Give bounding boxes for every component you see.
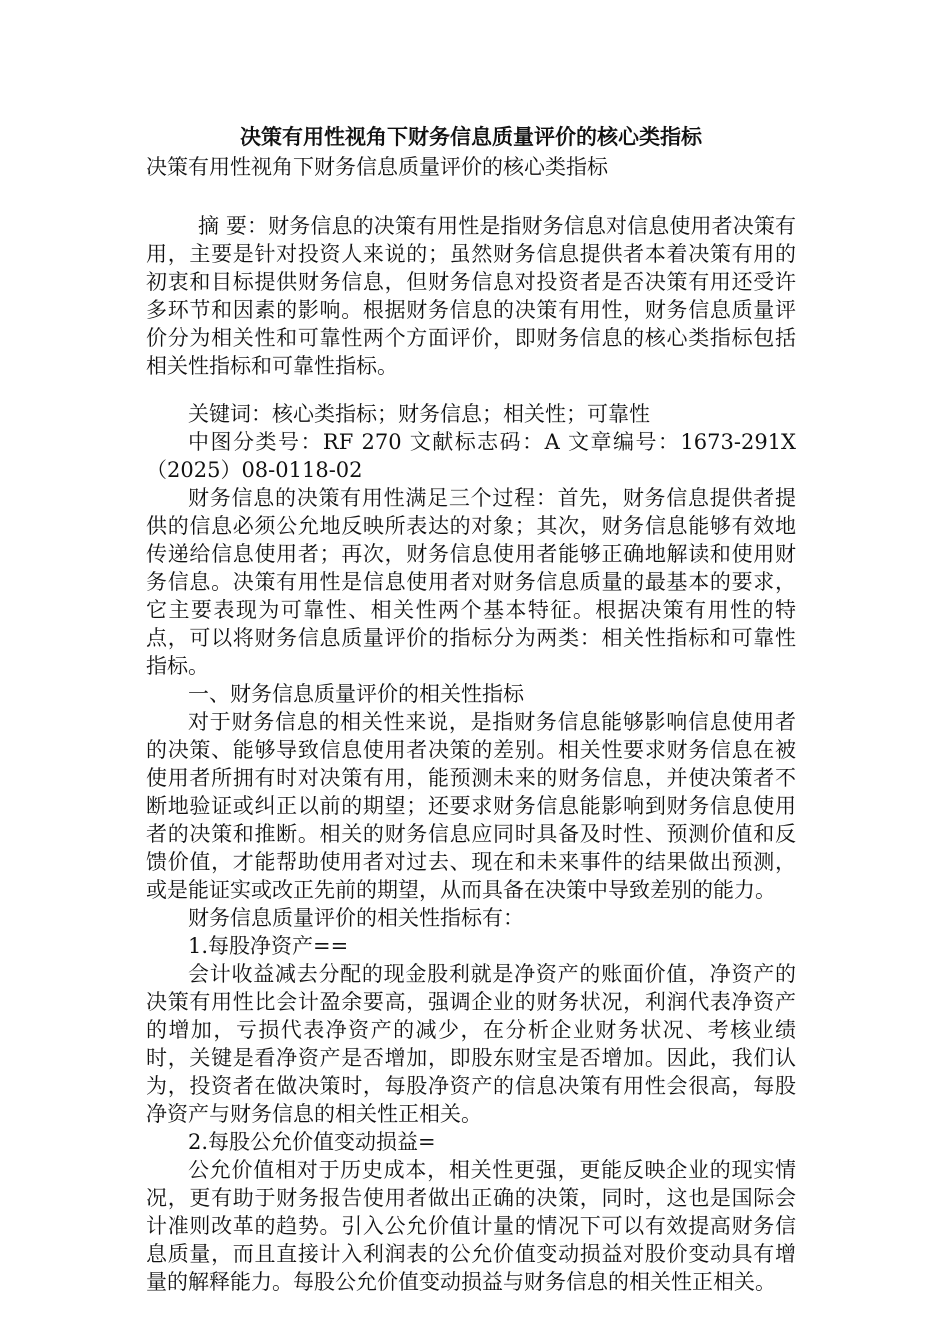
body-paragraph: 公允价值相对于历史成本，相关性更强，更能反映企业的现实情况，更有助于财务报告使用者做出正确的决策，同时，这也是国际会计准则改革的趋势。引入公允价值计量的情况下可以有效提高财务信息质量，而且直接计入利润表的公允价值变动损益对股价变动具有增量的解释能力。每股公允价值变动损益与财务信息的相关性正相关。 — [146, 1158, 796, 1294]
document-page — [146, 122, 796, 1296]
keywords-line: 关键词：核心类指标；财务信息；相关性；可靠性 — [188, 402, 650, 426]
body-paragraph: 对于财务信息的相关性来说，是指财务信息能够影响信息使用者的决策、能够导致信息使用者决策的差别。相关性要求财务信息在被使用者所拥有时对决策有用，能预测未来的财务信息，并使决策者不断地验证或纠正以前的期望；还要求财务信息能影响到财务信息使用者的决策和推断。相关的财务信息应同时具备及时性、预测价值和反馈价值，才能帮助使用者对过去、现在和未来事件的结果做出预测，或是能证实或改正先前的期望，从而具备在决策中导致差别的能力。 — [146, 710, 796, 902]
section-heading: 一、财务信息质量评价的相关性指标 — [188, 682, 524, 706]
indicator-heading: 2.每股公允价值变动损益= — [188, 1130, 436, 1154]
document-subtitle: 决策有用性视角下财务信息质量评价的核心类指标 — [146, 155, 608, 179]
indicator-heading: 1.每股净资产== — [188, 934, 349, 958]
body-paragraph: 财务信息的决策有用性满足三个过程：首先，财务信息提供者提供的信息必须公允地反映所表达的对象；其次，财务信息能够有效地传递给信息使用者；再次，财务信息使用者能够正确地解读和使用财务信息。决策有用性是信息使用者对财务信息质量的最基本的要求，它主要表现为可靠性、相关性两个基本特征。根据决策有用性的特点，可以将财务信息质量评价的指标分为两类：相关性指标和可靠性指标。 — [146, 486, 796, 678]
abstract-paragraph: 摘 要：财务信息的决策有用性是指财务信息对信息使用者决策有用，主要是针对投资人来说的；虽然财务信息提供者本着决策有用的初衷和目标提供财务信息，但财务信息对投资者是否决策有用还受许多环节和因素的影响。根据财务信息的决策有用性，财务信息质量评价分为相关性和可靠性两个方面评价，即财务信息的核心类指标包括相关性指标和可靠性指标。 — [146, 214, 796, 378]
body-paragraph: 会计收益减去分配的现金股利就是净资产的账面价值，净资产的决策有用性比会计盈余要高，强调企业的财务状况，利润代表净资产的增加，亏损代表净资产的减少，在分析企业财务状况、考核业绩时，关键是看净资产是否增加，即股东财宝是否增加。因此，我们认为，投资者在做决策时，每股净资产的信息决策有用性会很高，每股净资产与财务信息的相关性正相关。 — [146, 962, 796, 1126]
classification-line: 中图分类号：RF 270 文献标志码：A 文章编号：1673-291X（2025）08-0118-02 — [146, 430, 796, 482]
document-title: 决策有用性视角下财务信息质量评价的核心类指标 — [240, 124, 702, 149]
body-paragraph: 财务信息质量评价的相关性指标有： — [188, 906, 524, 930]
